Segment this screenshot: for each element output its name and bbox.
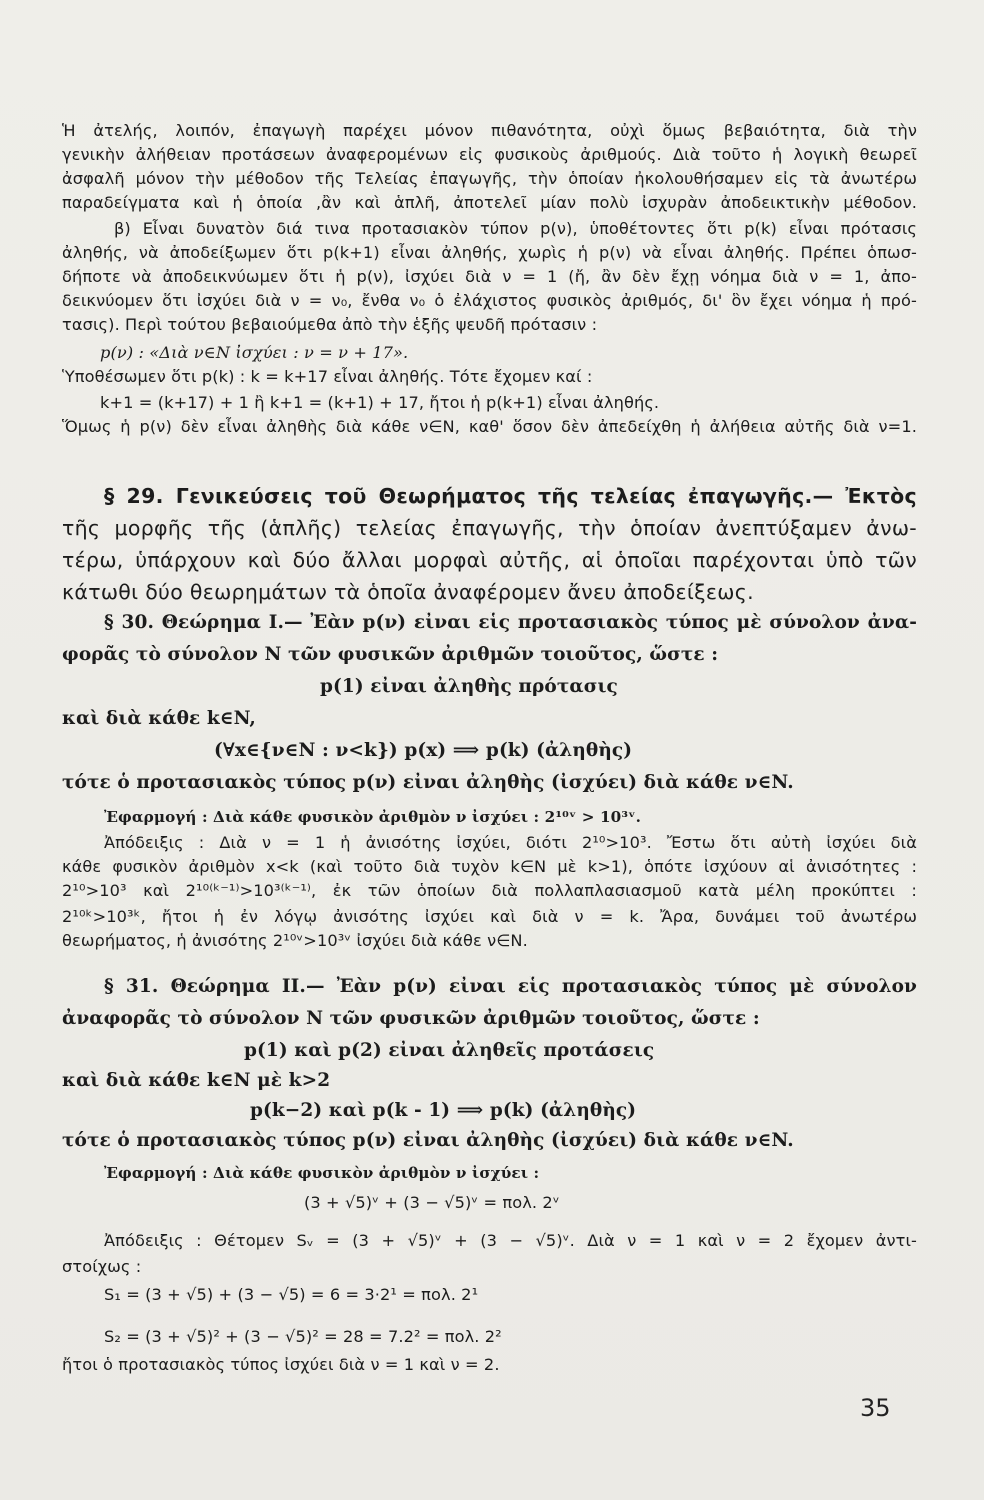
text-line: παραδείγματα καὶ ἡ ὁποία ,ἂν καὶ ἁπλῆ, ἀποτελεῖ μίαν πολὺ ἰσχυρὰν ἀποδεικτικὴν μέθοδον. bbox=[62, 193, 917, 212]
equation-line: (3 + √5)ᵛ + (3 − √5)ᵛ = πολ. 2ᵛ bbox=[304, 1193, 560, 1212]
text-line: ἀληθής, νὰ ἀποδείξωμεν ὅτι p(k+1) εἶναι ἀληθής, χωρὶς ἡ p(ν) νὰ εἶναι ἀληθής. Πρέπει ὁπωσ- bbox=[62, 243, 917, 262]
text-line: Ἀπόδειξις : Διὰ ν = 1 ἡ ἀνισότης ἰσχύει, διότι 2¹⁰>10³. Ἔστω ὅτι αὐτὴ ἰσχύει διὰ bbox=[104, 833, 917, 852]
application-line: Ἐφαρμογή : Διὰ κάθε φυσικὸν ἀριθμὸν ν ἰσχύει : bbox=[104, 1164, 540, 1182]
theorem-2-heading: § 31. Θεώρημα ΙΙ.— Ἐὰν p(ν) εἶναι εἷς προτασιακὸς τύπος μὲ σύνολον bbox=[104, 976, 917, 997]
text-line: καὶ διὰ κάθε k∈N μὲ k>2 bbox=[62, 1070, 331, 1091]
theorem-conclusion: τότε ὁ προτασιακὸς τύπος p(ν) εἶναι ἀληθὴς (ἰσχύει) διὰ κάθε ν∈N. bbox=[62, 772, 794, 793]
equation-line: k+1 = (k+17) + 1 ἢ k+1 = (k+1) + 17, ἤτοι ἡ p(k+1) εἶναι ἀληθής. bbox=[100, 393, 660, 412]
text-line: ἀσφαλῆ μόνον τὴν μέθοδον τῆς Τελείας ἐπαγωγῆς, τὴν ὁποίαν ἠκολουθήσαμεν εἰς τὰ ἀνωτέρω bbox=[62, 169, 917, 188]
text-line: Ὅμως ἡ p(ν) δὲν εἶναι ἀληθὴς διὰ κάθε ν∈N, καθ' ὅσον δὲν ἀπεδείχθη ἡ ἀλήθεια αὐτῆς διὰ ν=1. bbox=[62, 417, 917, 436]
theorem-condition: (∀x∈{ν∈N : ν<k}) p(x) ⟹ p(k) (ἀληθὴς) bbox=[214, 740, 633, 761]
text-line: Ὑποθέσωμεν ὅτι p(k) : k = k+17 εἶναι ἀληθής. Τότε ἔχομεν καί : bbox=[62, 367, 593, 386]
equation-line: S₁ = (3 + √5) + (3 − √5) = 6 = 3·2¹ = πολ. 2¹ bbox=[104, 1285, 479, 1304]
theorem-1-heading: § 30. Θεώρημα Ι.— Ἐὰν p(ν) εἶναι εἷς προτασιακὸς τύπος μὲ σύνολον ἀνα- bbox=[104, 612, 917, 633]
page-number: 35 bbox=[860, 1394, 891, 1422]
text-line: 2¹⁰>10³ καὶ 2¹⁰⁽ᵏ⁻¹⁾>10³⁽ᵏ⁻¹⁾, ἐκ τῶν ὁποίων διὰ πολλαπλασιασμοῦ κατὰ μέλη προκύπτει : bbox=[62, 881, 917, 900]
text-line: β) Εἶναι δυνατὸν διά τινα προτασιακὸν τύπον p(ν), ὑποθέτοντες ὅτι p(k) εἶναι πρότασις bbox=[114, 219, 917, 238]
text-line: γενικὴν ἀλήθειαν προτάσεων ἀναφερομένων εἰς φυσικοὺς ἀριθμούς. Διὰ τοῦτο ἡ λογικὴ θεωρεῖ bbox=[62, 145, 917, 164]
text-line: ἤτοι ὁ προτασιακὸς τύπος ἰσχύει διὰ ν = 1 καὶ ν = 2. bbox=[62, 1355, 500, 1374]
text-line: δεικνύομεν ὅτι ἰσχύει διὰ ν = ν₀, ἔνθα ν₀ ὁ ἐλάχιστος φυσικὸς ἀριθμός, δι' ὃν ἔχει νόημα ἡ πρό- bbox=[62, 291, 917, 310]
text-line: 2¹⁰ᵏ>10³ᵏ, ἤτοι ἡ ἐν λόγῳ ἀνισότης ἰσχύει καὶ διὰ ν = k. Ἄρα, δυνάμει τοῦ ἀνωτέρω bbox=[62, 907, 917, 926]
text-line: κάθε φυσικὸν ἀριθμὸν x<k (καὶ τοῦτο διὰ τυχὸν k∈N μὲ k>1), ὁπότε ἰσχύουν αἱ ἀνισότητες : bbox=[62, 857, 917, 876]
text-line: δήποτε νὰ ἀποδεικνύωμεν ὅτι ἡ p(ν), ἰσχύει διὰ ν = 1 (ἤ, ἂν δὲν ἔχῃ νόημα διὰ ν = 1, ἀπο- bbox=[62, 267, 917, 286]
text-line: τασις). Περὶ τούτου βεβαιούμεθα ἀπὸ τὴν ἑξῆς ψευδῆ πρότασιν : bbox=[62, 315, 598, 334]
theorem-condition: p(1) εἶναι ἀληθὴς πρότασις bbox=[320, 676, 618, 697]
false-proposition: p(ν) : «Διὰ ν∈N ἰσχύει : ν = ν + 17». bbox=[100, 343, 409, 362]
text-line: στοίχως : bbox=[62, 1257, 142, 1276]
theorem-condition: p(k−2) καὶ p(k - 1) ⟹ p(k) (ἀληθὴς) bbox=[250, 1100, 637, 1121]
text-line: ἀναφορᾶς τὸ σύνολον N τῶν φυσικῶν ἀριθμῶν τοιοῦτος, ὥστε : bbox=[62, 1008, 760, 1029]
text-line: φορᾶς τὸ σύνολον N τῶν φυσικῶν ἀριθμῶν τοιοῦτος, ὥστε : bbox=[62, 644, 719, 665]
text-line: τῆς μορφῆς τῆς (ἁπλῆς) τελείας ἐπαγωγῆς, τὴν ὁποίαν ἀνεπτύξαμεν ἀνω- bbox=[62, 516, 917, 540]
text-line: θεωρήματος, ἡ ἀνισότης 2¹⁰ᵛ>10³ᵛ ἰσχύει διὰ κάθε ν∈N. bbox=[62, 931, 528, 950]
application-line: Ἐφαρμογή : Διὰ κάθε φυσικὸν ἀριθμὸν ν ἰσχύει : 2¹⁰ᵛ > 10³ᵛ. bbox=[104, 808, 642, 826]
equation-line: S₂ = (3 + √5)² + (3 − √5)² = 28 = 7.2² = πολ. 2² bbox=[104, 1327, 502, 1346]
text-line: καὶ διὰ κάθε k∈N, bbox=[62, 708, 256, 729]
section-29-heading: § 29. Γενικεύσεις τοῦ Θεωρήματος τῆς τελείας ἐπαγωγῆς.— Ἐκτὸς bbox=[104, 484, 917, 508]
text-line: κάτωθι δύο θεωρημάτων τὰ ὁποῖα ἀναφέρομεν ἄνευ ἀποδείξεως. bbox=[62, 580, 754, 604]
text-line: Ἀπόδειξις : Θέτομεν Sᵥ = (3 + √5)ᵛ + (3 − √5)ᵛ. Διὰ ν = 1 καὶ ν = 2 ἔχομεν ἀντι- bbox=[104, 1231, 917, 1250]
theorem-condition: p(1) καὶ p(2) εἶναι ἀληθεῖς προτάσεις bbox=[244, 1040, 655, 1061]
theorem-conclusion: τότε ὁ προτασιακὸς τύπος p(ν) εἶναι ἀληθὴς (ἰσχύει) διὰ κάθε ν∈N. bbox=[62, 1130, 794, 1151]
text-line: Ἡ ἀτελής, λοιπόν, ἐπαγωγὴ παρέχει μόνον πιθανότητα, οὐχὶ ὅμως βεβαιότητα, διὰ τὴν bbox=[62, 121, 917, 140]
text-line: τέρω, ὑπάρχουν καὶ δύο ἄλλαι μορφαὶ αὐτῆς, αἱ ὁποῖαι παρέχονται ὑπὸ τῶν bbox=[62, 548, 917, 572]
